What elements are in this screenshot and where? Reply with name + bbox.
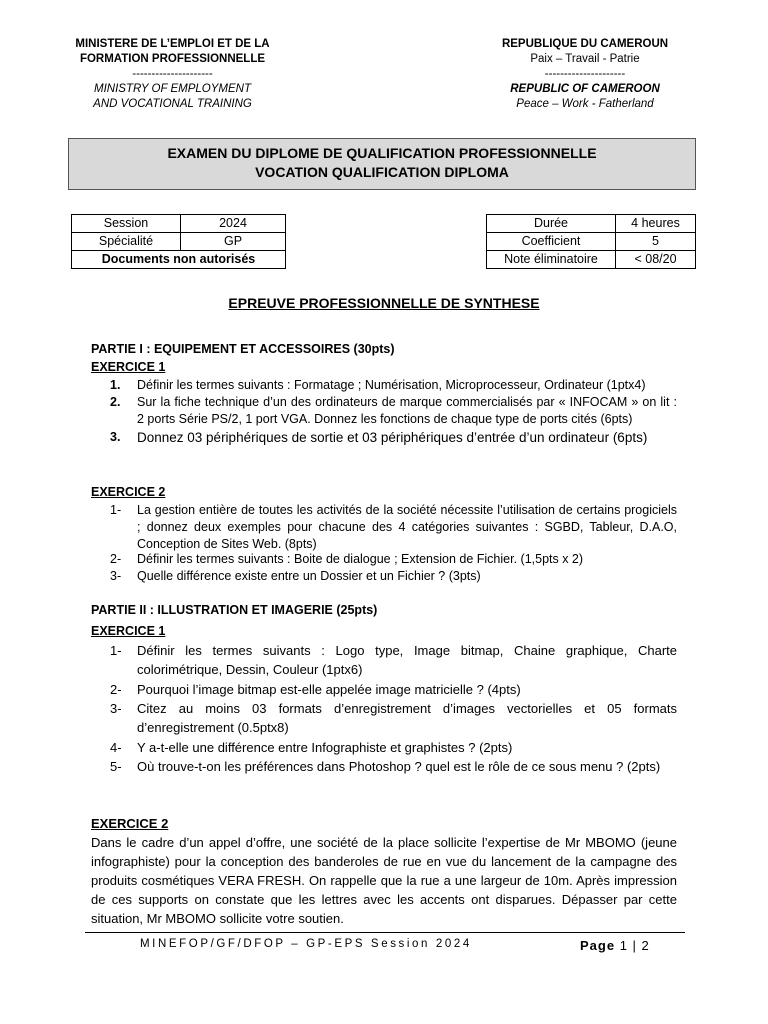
motto-fr: Paix – Travail - Patrie: [530, 53, 640, 65]
page-label: Page: [580, 938, 616, 953]
partie1-title: PARTIE I : EQUIPEMENT ET ACCESSOIRES (30pts): [91, 342, 395, 356]
partie1-ex2-title: EXERCICE 2: [91, 485, 166, 499]
p1-ex2-q2-text: Définir les termes suivants : Boite de dialogue ; Extension de Fichier. (1,5pts x 2): [137, 552, 584, 566]
partie1-ex1-title: EXERCICE 1: [91, 360, 166, 374]
p2-ex1-q1-text: Définir les termes suivants : Logo type, Image bitmap, Chaine graphique, Charte colorimétrique, Dessin, Couleur (1ptx6): [137, 643, 677, 677]
p2-ex1-q1-num: 1-: [110, 643, 122, 658]
p2-ex1-q3-num: 3-: [110, 701, 122, 716]
p1-ex1-q2-num: 2.: [110, 395, 121, 409]
p1-ex2-q3-num: 3-: [110, 569, 122, 583]
p1-ex2-q1-text: La gestion entière de toutes les activités de la société nécessite l’utilisation de certains progiciels ; donnez deux exemples pour chacune des 4 catégories suivantes : SGBD, Tableur, D.A.O, Conception de Sites Web. (8pts): [137, 503, 677, 551]
specialite-label: Spécialité: [72, 233, 181, 251]
ministry-en-line1: MINISTRY OF EMPLOYMENT: [94, 83, 251, 95]
page-number: [580, 938, 650, 953]
documents-note: Documents non autorisés: [72, 251, 286, 269]
p1-ex1-q1-text: Définir les termes suivants : Formatage ; Numérisation, Microprocesseur, Ordinateur (1ptx4): [137, 378, 646, 392]
p2-ex1-q2-text: Pourquoi l’image bitmap est-elle appelée image matricielle ? (4pts): [137, 682, 521, 697]
note-value: < 08/20: [616, 251, 696, 269]
header-left-separator: ---------------------: [132, 68, 213, 80]
duree-label: Durée: [487, 215, 616, 233]
exam-title-en: VOCATION QUALIFICATION DIPLOMA: [255, 164, 509, 180]
p2-ex1-q4-text: Y a-t-elle une différence entre Infographiste et graphistes ? (2pts): [137, 740, 513, 755]
p2-ex2-paragraph: Dans le cadre d’un appel d’offre, une société de la place sollicite l’expertise de Mr MBOMO (jeune infographiste) pour la conception des banderoles de rue en vue du lancement de la campagne des produits cosmétiques VERA FRESH. On rappelle que la rue a une largeur de 10m. Après impression de ces supports on constate que les lettres avec les accents ont disparues. Dépasser par cette situation, Mr MBOMO sollicite votre soutien.: [91, 835, 677, 926]
footer-reference: MINEFOP/GF/DFOP – GP-EPS Session 2024: [140, 938, 472, 950]
motto-en: Peace – Work - Fatherland: [516, 98, 654, 110]
page-current: 1: [619, 938, 628, 953]
specialite-value: GP: [181, 233, 286, 251]
p2-ex1-q2-num: 2-: [110, 682, 122, 697]
ministry-fr-line2: FORMATION PROFESSIONNELLE: [79, 53, 266, 65]
session-label: Session: [72, 215, 181, 233]
page-separator: |: [627, 938, 642, 953]
p1-ex1-q3-text: Donnez 03 périphériques de sortie et 03 périphériques d’entrée d’un ordinateur (6pts): [137, 430, 648, 445]
ministry-en-line2: AND VOCATIONAL TRAINING: [93, 98, 252, 110]
page-total: 2: [641, 938, 650, 953]
exam-title-box: [68, 138, 696, 190]
session-value: 2024: [181, 215, 286, 233]
coefficient-label: Coefficient: [487, 233, 616, 251]
ministry-fr-line1: MINISTERE DE L’EMPLOI ET DE LA: [75, 38, 270, 50]
p2-ex1-q5-text: Où trouve-t-on les préférences dans Photoshop ? quel est le rôle de ce sous menu ? (2pts): [137, 759, 661, 774]
p1-ex2-q2-num: 2-: [110, 552, 122, 566]
p1-ex1-q3-num: 3.: [110, 430, 121, 444]
exam-conditions-table: [486, 214, 696, 269]
partie2-title: PARTIE II : ILLUSTRATION ET IMAGERIE (25pts): [91, 603, 378, 617]
p2-ex1-q5-num: 5-: [110, 759, 122, 774]
note-label: Note éliminatoire: [487, 251, 616, 269]
p1-ex2-q1-num: 1-: [110, 503, 122, 517]
republic-fr: REPUBLIQUE DU CAMEROUN: [501, 38, 669, 50]
session-info-table: [71, 214, 286, 269]
p1-ex2-q3-text: Quelle différence existe entre un Dossier et un Fichier ? (3pts): [137, 569, 481, 583]
epreuve-heading: EPREUVE PROFESSIONNELLE DE SYNTHESE: [228, 295, 540, 311]
partie2-ex2-title: EXERCICE 2: [91, 816, 169, 831]
coefficient-value: 5: [616, 233, 696, 251]
republic-en: REPUBLIC OF CAMEROON: [510, 83, 660, 95]
p2-ex1-q3-text: Citez au moins 03 formats d’enregistrement d’images vectorielles et 05 formats d’enregistrement (0.5ptx8): [137, 701, 677, 735]
header-right: [475, 37, 695, 112]
header-left: [60, 37, 285, 112]
exam-title-fr: EXAMEN DU DIPLOME DE QUALIFICATION PROFESSIONNELLE: [167, 145, 597, 161]
header-right-separator: ---------------------: [544, 68, 626, 80]
p1-ex1-q2-text: Sur la fiche technique d’un des ordinateurs de marque commercialisés par « INFOCAM » on lit : 2 ports Série PS/2, 1 port VGA. Donnez les fonctions de chaque type de ports cités (6pts): [137, 395, 677, 426]
p1-ex1-q1-num: 1.: [110, 378, 121, 392]
duree-value: 4 heures: [616, 215, 696, 233]
footer-rule: [85, 932, 685, 933]
partie2-ex1-title: EXERCICE 1: [91, 624, 166, 638]
p2-ex1-q4-num: 4-: [110, 740, 122, 755]
